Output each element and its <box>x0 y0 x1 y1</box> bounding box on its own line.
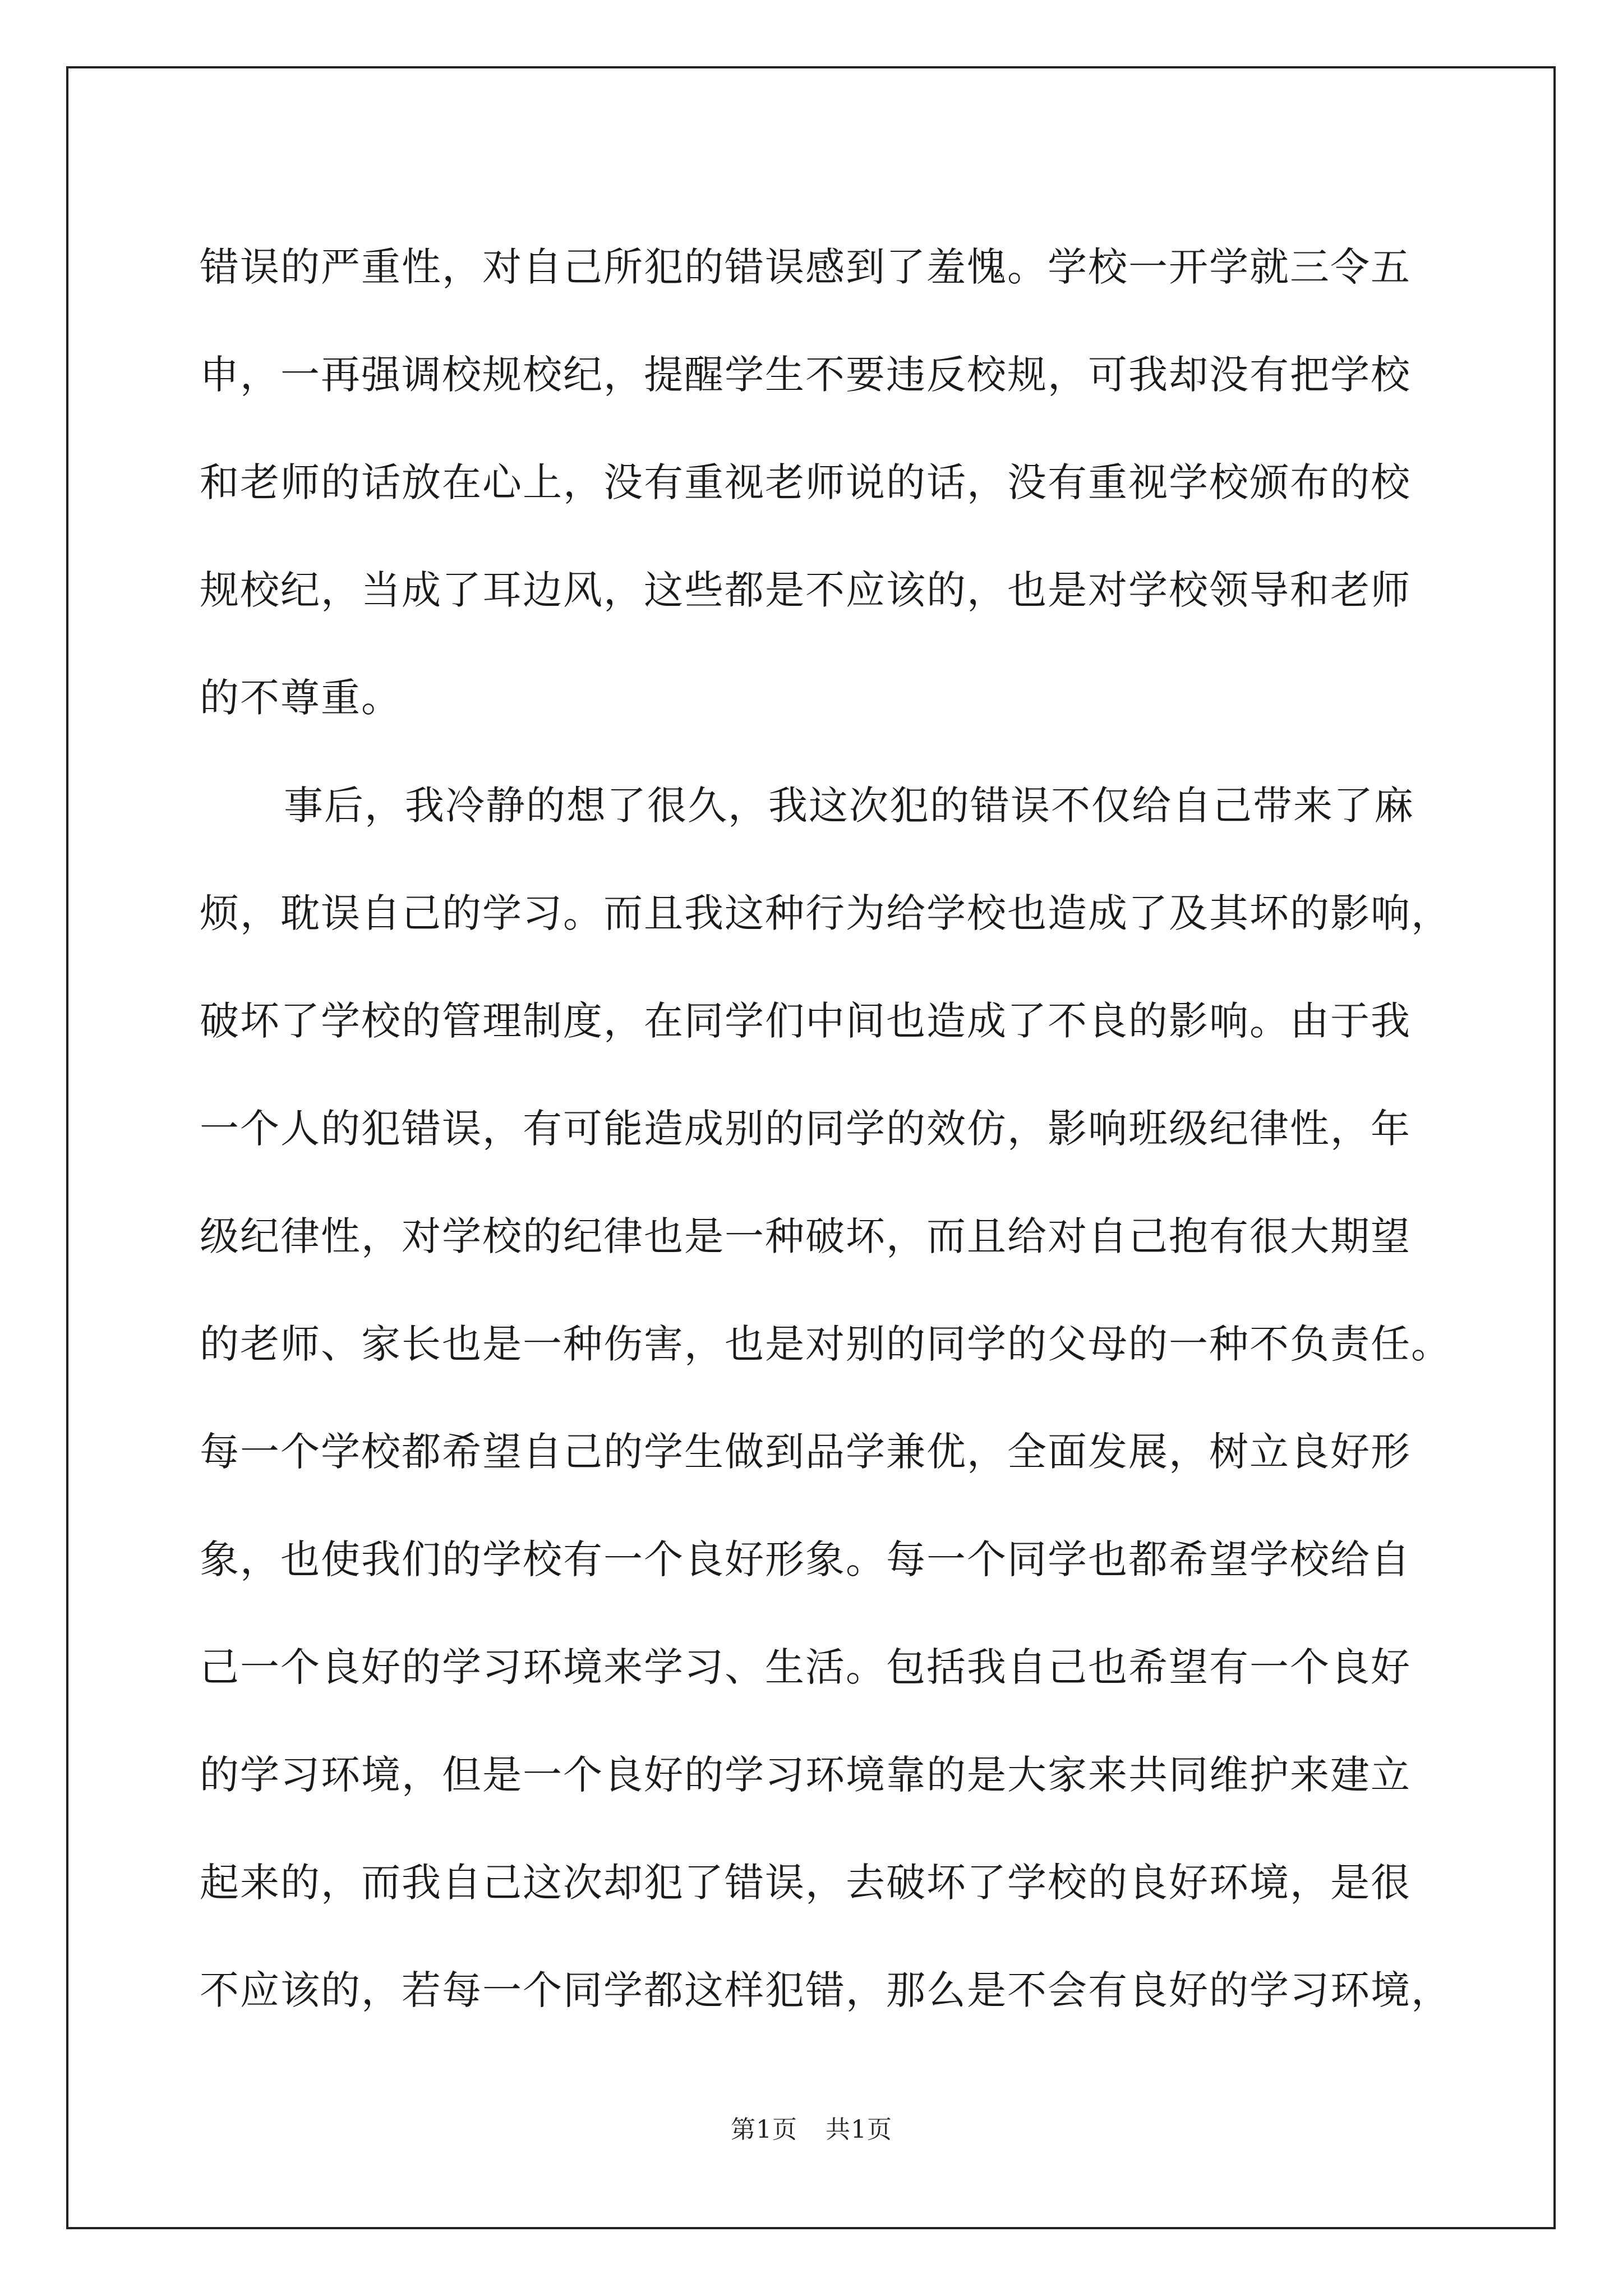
paragraph-1 <box>200 213 1439 752</box>
text-line: 和老师的话放在心上，没有重视老师说的话，没有重视学校颁布的校 <box>200 459 1411 505</box>
text-line: 错误的严重性，对自己所犯的错误感到了羞愧。学校一开学就三令五 <box>200 244 1411 290</box>
text-line: 的学习环境，但是一个良好的学习环境靠的是大家来共同维护来建立 <box>200 1752 1411 1798</box>
document-body <box>200 213 1451 2044</box>
text-line: 破坏了学校的管理制度，在同学们中间也造成了不良的影响。由于我 <box>200 998 1411 1044</box>
text-line: 一个人的犯错误，有可能造成别的同学的效仿，影响班级纪律性，年 <box>200 1106 1411 1152</box>
text-line: 事后，我冷静的想了很久，我这次犯的错误不仅给自己带来了麻 <box>284 783 1414 829</box>
text-line: 己一个良好的学习环境来学习、生活。包括我自己也希望有一个良好 <box>200 1644 1411 1690</box>
text-line: 规校纪，当成了耳边风，这些都是不应该的，也是对学校领导和老师 <box>200 567 1411 613</box>
text-line: 的老师、家长也是一种伤害，也是对别的同学的父母的一种不负责任。 <box>200 1321 1451 1367</box>
text-line: 起来的，而我自己这次却犯了错误，去破坏了学校的良好环境，是很 <box>200 1860 1411 1906</box>
page-total: 共1页 <box>826 2115 892 2144</box>
text-line: 每一个学校都希望自己的学生做到品学兼优，全面发展，树立良好形 <box>200 1429 1411 1475</box>
text-line: 申，一再强调校规校纪，提醒学生不要违反校规，可我却没有把学校 <box>200 352 1411 398</box>
text-line: 不应该的，若每一个同学都这样犯错，那么是不会有良好的学习环境， <box>200 1967 1451 2013</box>
paragraph-2 <box>200 752 1451 2044</box>
text-line: 象，也使我们的学校有一个良好形象。每一个同学也都希望学校给自 <box>200 1536 1411 1582</box>
text-line: 级纪律性，对学校的纪律也是一种破坏，而且给对自己抱有很大期望 <box>200 1213 1411 1259</box>
text-line: 的不尊重。 <box>200 675 402 721</box>
page-number: 第1页 <box>731 2115 797 2144</box>
page-footer <box>0 2109 1623 2145</box>
text-line: 烦，耽误自己的学习。而且我这种行为给学校也造成了及其坏的影响， <box>200 890 1451 936</box>
